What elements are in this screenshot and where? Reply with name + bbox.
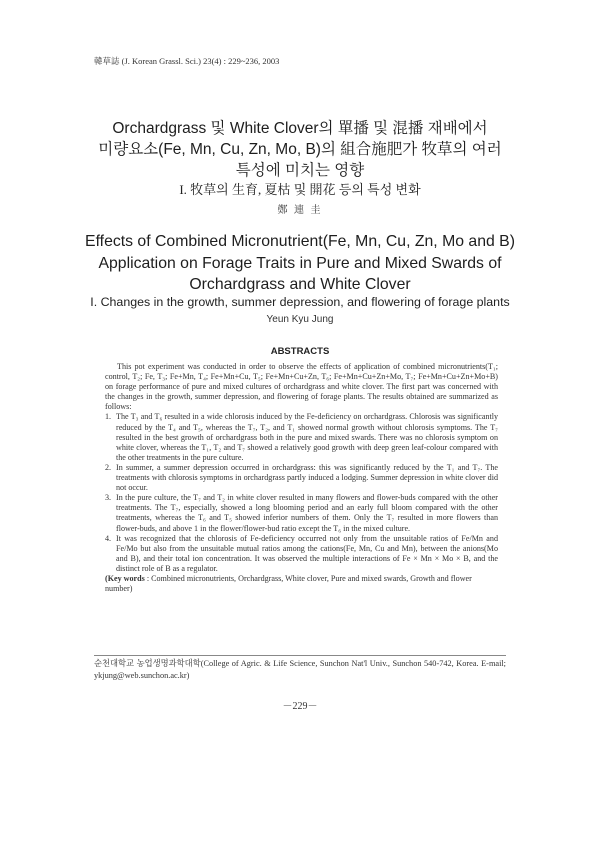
- result-text: The T₃ and T₆ resulted in a wide chlorosis induced by the Fe-deficiency on orchardgrass. Chlorosis was significantly reduced by the T₄ and T₅, whereas the T₇, T₂, and T₁ showed normal growth without chlorosis symptoms. The T₇ resulted in the best growth of orchardgrass both in the pure and mixed swards. There was no chlorosis symptom on white clover, whereas the T₁, T₂ and T₇ showed a relatively good growth with deep green leaf-colour compared with the other treatments in the pure culture.: [116, 412, 498, 462]
- abstract-body: [105, 362, 498, 594]
- korean-author: 鄭 連 圭: [277, 205, 323, 216]
- footnote-rule: [94, 655, 506, 656]
- keywords: [105, 574, 498, 594]
- result-text: In summer, a summer depression occurred in orchardgrass: this was significantly reduced by the T₁ and T₇. The treatments with chlorosis symptoms in orchardgrass partly induced a lodging. Summer depression in white clover did not occur.: [116, 462, 498, 493]
- keywords-text: : Combined micronutrients, Orchardgrass, White clover, Pure and mixed swards, Growth and flower number): [105, 573, 472, 594]
- abstract-intro: This pot experiment was conducted in order to observe the effects of application of combined micronutrients(T₁; control, T₂; Fe, T₃; Fe+Mn, T₄; Fe+Mn+Cu, T₅; Fe+Mn+Cu+Zn, T₆; Fe+Mn+Cu+Zn+Mo, T₇; Fe+Mn+Cu+Zn+Mo+B) on forage performance of pure and mixed cultures of orchardgrass and white clover. The first part was concerned with the changes in the growth, summer depression, and flowering of forage plants. The results obtained are summarized as follows:: [105, 362, 498, 412]
- result-number: 3.: [105, 493, 112, 503]
- results-list: [105, 412, 498, 574]
- korean-title-line-3: 특성에 미치는 영향: [235, 162, 365, 179]
- english-title-line-3: Orchardgrass and White Clover: [189, 276, 411, 293]
- result-number: 1.: [105, 412, 112, 422]
- result-item: [105, 493, 498, 533]
- result-item: [105, 534, 498, 574]
- result-text: It was recognized that the chlorosis of Fe-deficiency occurred not only from the unsuitable ratios of Fe/Mn and Fe/Mo but also from the unsuitable mutual ratios among the cations(Fe, Mn, Cu and Mn), between the anions(Mo and B), and their total ion concentration. It was observed the multiple interactions of Fe × Mn × Mo × B, and the distinct role of B as a regulator.: [116, 533, 498, 573]
- abstract-heading: ABSTRACTS: [270, 346, 330, 357]
- result-item: [105, 463, 498, 493]
- english-author: Yeun Kyu Jung: [266, 314, 334, 325]
- result-text: In the pure culture, the T₇ and T₂ in white clover resulted in many flowers and flower-buds compared with the other treatments. The T₇, especially, showed a long blooming period and an early full bloom compared with the other treatments, whereas the T₆ and T₅ showed inferior numbers of them. Only the T₇ resulted in more flowers than flower-buds, and above 1 in the flower/flower-bud ratio except the T₆ in the mixed culture.: [116, 493, 498, 533]
- result-number: 2.: [105, 462, 112, 472]
- korean-title-line-1: Orchardgrass 및 White Clover의 單播 및 混播 재배에서: [112, 120, 488, 137]
- english-title-line-2: Application on Forage Traits in Pure and Mixed Swards of: [98, 254, 502, 272]
- result-number: 4.: [105, 533, 112, 543]
- journal-header: 韓草誌 (J. Korean Grassl. Sci.) 23(4) : 229~236, 2003: [94, 56, 280, 66]
- keywords-label: (Key words: [105, 573, 145, 583]
- korean-title-line-2: 미량요소(Fe, Mn, Cu, Zn, Mo, B)의 組合施肥가 牧草의 여러: [98, 141, 502, 158]
- page-number: －229－: [282, 701, 318, 712]
- result-item: [105, 412, 498, 462]
- english-subtitle: I. Changes in the growth, summer depression, and flowering of forage plants: [90, 295, 510, 309]
- author-affiliation: 순천대학교 농업생명과학대학(College of Agric. & Life Science, Sunchon Nat'l Univ., Sunchon 540-742, Korea. E-mail; ykjung@web.sunchon.ac.kr): [94, 659, 506, 680]
- english-title-line-1: Effects of Combined Micronutrient(Fe, Mn, Cu, Zn, Mo and B): [85, 233, 515, 250]
- korean-subtitle: I. 牧草의 生育, 夏枯 및 開花 등의 특성 변화: [179, 182, 421, 197]
